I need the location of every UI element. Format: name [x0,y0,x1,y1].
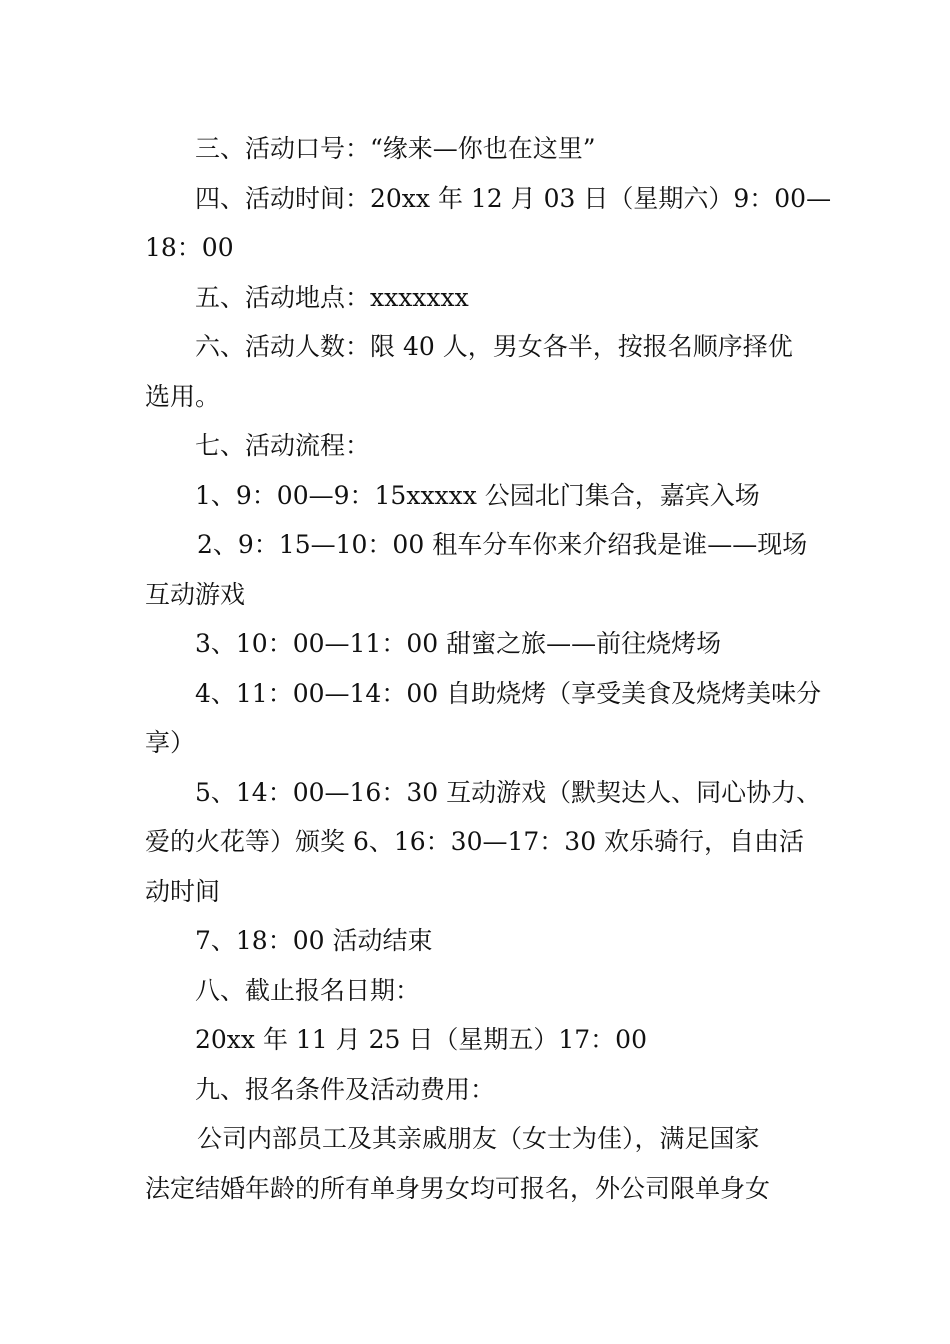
schedule-item-4: 4、11：00—14：00 自助烧烤（享受美食及烧烤美味分 [195,678,822,708]
section-participants-continued: 选用。 [145,381,221,411]
schedule-item-6-continued: 动时间 [145,876,221,906]
document-body [145,124,832,1213]
section-location: 五、活动地点：xxxxxxx [195,282,469,312]
section-slogan: 三、活动口号：“缘来—你也在这里” [195,134,596,163]
section-eligibility-heading: 九、报名条件及活动费用： [195,1074,496,1104]
schedule-item-2: 2、9：15—10：00 租车分车你来介绍我是谁——现场 [197,530,808,559]
section-time: 四、活动时间：20xx 年 12 月 03 日（星期六）9：00— [195,183,832,213]
section-deadline-heading: 八、截止报名日期： [195,975,421,1005]
schedule-item-2-continued: 互动游戏 [145,579,246,609]
schedule-item-5-continued: 爱的火花等）颁奖 6、16：30—17：30 欢乐骑行，自由活 [145,827,805,856]
schedule-item-7: 7、18：00 活动结束 [195,926,433,955]
section-participants: 六、活动人数：限 40 人，男女各半，按报名顺序择优 [195,332,793,361]
schedule-item-5: 5、14：00—16：30 互动游戏（默契达人、同心协力、 [195,777,822,807]
section-deadline-date: 20xx 年 11 月 25 日（星期五）17：00 [195,1025,647,1054]
section-eligibility-text: 公司内部员工及其亲戚朋友（女士为佳），满足国家 [197,1124,760,1153]
section-time-continued: 18：00 [145,233,234,262]
section-schedule-heading: 七、活动流程： [195,431,371,460]
schedule-item-4-continued: 享） [145,728,196,757]
schedule-item-3: 3、10：00—11：00 甜蜜之旅——前往烧烤场 [195,629,722,658]
schedule-item-1: 1、9：00—9：15xxxxx 公园北门集合，嘉宾入场 [195,480,760,510]
section-eligibility-text-continued: 法定结婚年龄的所有单身男女均可报名，外公司限单身女 [145,1173,771,1203]
